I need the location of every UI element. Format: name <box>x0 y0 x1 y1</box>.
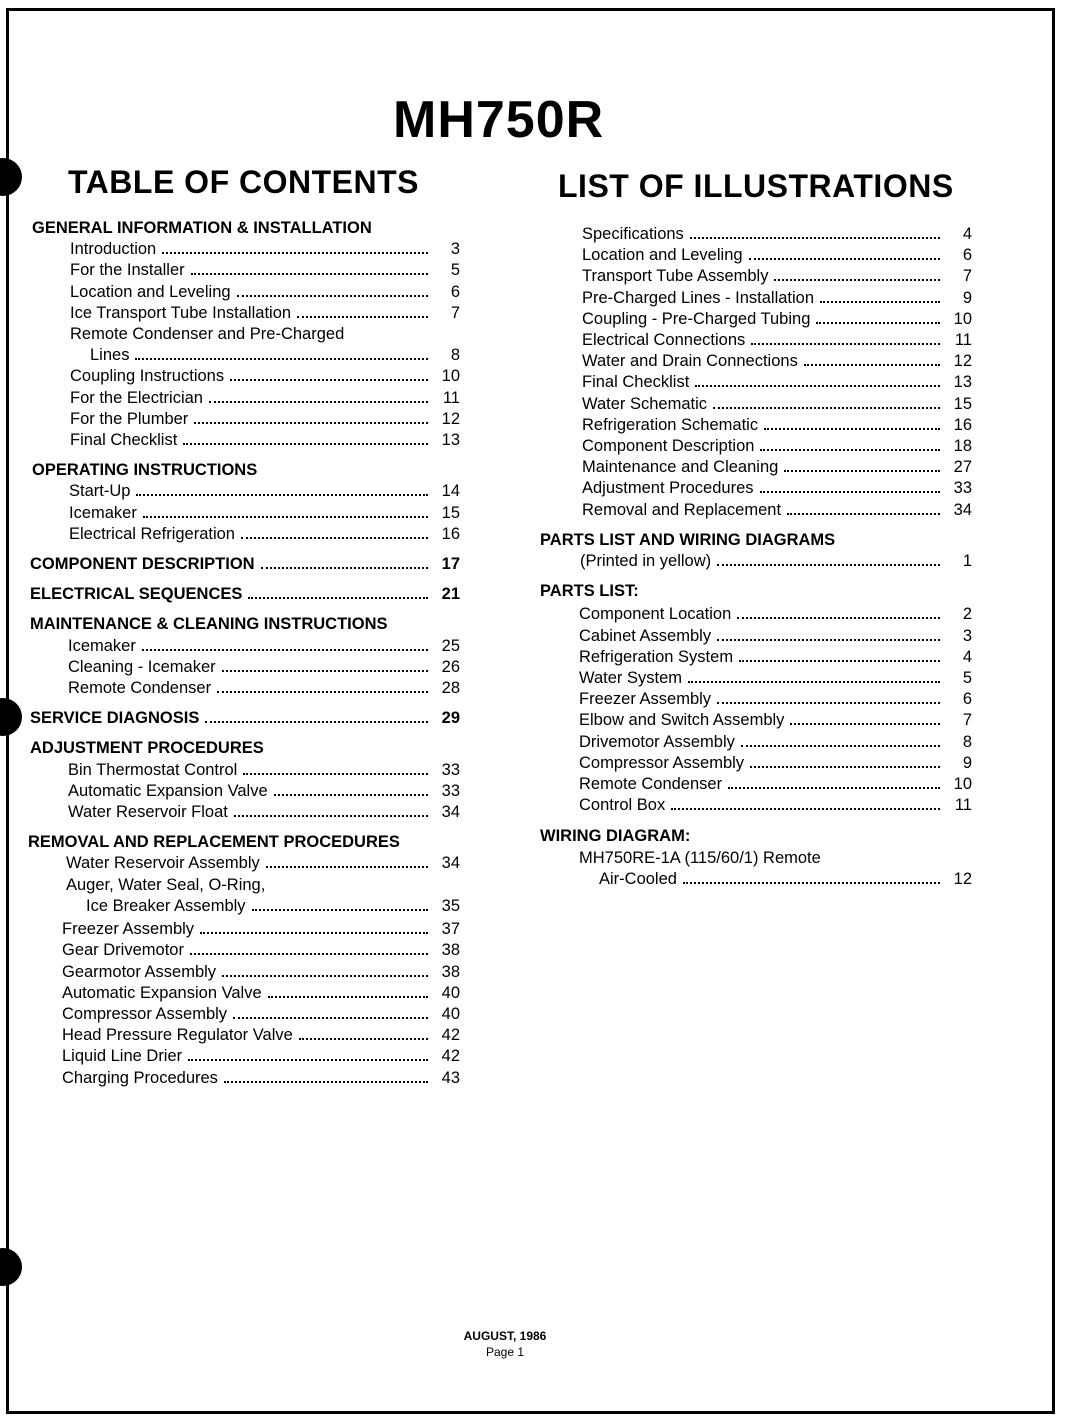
toc-entry[interactable]: Gearmotor Assembly 38 <box>62 962 460 981</box>
section-heading-removal: REMOVAL AND REPLACEMENT PROCEDURES <box>28 833 400 852</box>
loi-entry[interactable]: Final Checklist 13 <box>582 373 972 392</box>
loi-entry[interactable]: Transport Tube Assembly 7 <box>582 267 972 286</box>
loi-entry[interactable]: Control Box 11 <box>579 796 972 815</box>
loi-entry[interactable]: Cabinet Assembly 3 <box>579 626 972 645</box>
toc-entry[interactable]: For the Plumber 12 <box>70 409 460 428</box>
toc-entry[interactable]: Location and Leveling 6 <box>70 282 460 301</box>
section-heading-parts-list: PARTS LIST: <box>540 582 639 601</box>
loi-entry[interactable]: Component Description 18 <box>582 437 972 456</box>
toc-entry-component-description[interactable]: COMPONENT DESCRIPTION 17 <box>30 555 460 574</box>
loi-entry[interactable]: (Printed in yellow) 1 <box>580 552 972 571</box>
loi-entry[interactable]: Pre-Charged Lines - Installation 9 <box>582 288 972 307</box>
toc-entry[interactable]: Head Pressure Regulator Valve 42 <box>62 1026 460 1045</box>
loi-entry[interactable]: Specifications 4 <box>582 225 972 243</box>
section-heading-wiring: WIRING DIAGRAM: <box>540 827 691 846</box>
loi-entry[interactable]: Coupling - Pre-Charged Tubing 10 <box>582 309 972 328</box>
section-heading-adjustment: ADJUSTMENT PROCEDURES <box>30 739 264 758</box>
toc-entry[interactable]: Introduction 3 <box>70 240 460 259</box>
loi-entry[interactable]: Removal and Replacement 34 <box>582 500 972 519</box>
loi-entry[interactable]: Air-Cooled 12 <box>599 869 972 888</box>
toc-entry[interactable]: Water Reservoir Float 34 <box>68 803 460 822</box>
toc-entry[interactable]: Ice Transport Tube Installation 7 <box>70 303 460 322</box>
toc-entry[interactable]: For the Installer 5 <box>70 261 460 280</box>
toc-entry-service-diagnosis[interactable]: SERVICE DIAGNOSIS 29 <box>30 709 460 728</box>
toc-entry[interactable]: Remote Condenser 28 <box>68 679 460 698</box>
toc-entry[interactable]: Lines 8 <box>90 346 460 365</box>
section-heading-maintenance: MAINTENANCE & CLEANING INSTRUCTIONS <box>30 615 388 634</box>
section-heading-operating: OPERATING INSTRUCTIONS <box>32 461 258 480</box>
toc-entry[interactable]: For the Electrician 11 <box>70 388 460 407</box>
toc-entry[interactable]: Automatic Expansion Valve 33 <box>68 781 460 800</box>
loi-entry[interactable]: Refrigeration System 4 <box>579 647 972 666</box>
toc-entry[interactable]: Icemaker 25 <box>68 636 460 655</box>
loi-entry[interactable]: Water Schematic 15 <box>582 394 972 413</box>
toc-entry[interactable]: Water Reservoir Assembly 34 <box>66 854 460 873</box>
toc-entry[interactable]: Gear Drivemotor 38 <box>62 941 460 960</box>
toc-entry[interactable]: Electrical Refrigeration 16 <box>69 524 460 543</box>
loi-heading: LIST OF ILLUSTRATIONS <box>558 168 954 204</box>
loi-entry[interactable]: Drivemotor Assembly 8 <box>579 732 972 751</box>
toc-entry[interactable]: Liquid Line Drier 42 <box>62 1047 460 1066</box>
toc-entry-continued: Auger, Water Seal, O-Ring, <box>66 875 266 894</box>
loi-entry[interactable]: Refrigeration Schematic 16 <box>582 415 972 434</box>
toc-entry[interactable]: Compressor Assembly 40 <box>62 1004 460 1023</box>
toc-entry[interactable]: Coupling Instructions 10 <box>70 367 460 386</box>
loi-entry[interactable]: Elbow and Switch Assembly 7 <box>579 711 972 730</box>
toc-entry[interactable]: Final Checklist 13 <box>70 431 460 450</box>
toc-entry-electrical-sequences[interactable]: ELECTRICAL SEQUENCES 21 <box>30 585 460 604</box>
toc-entry[interactable]: Ice Breaker Assembly 35 <box>86 896 460 915</box>
section-heading-general: GENERAL INFORMATION & INSTALLATION <box>32 219 372 237</box>
footer-date: AUGUST, 1986 <box>463 1329 547 1343</box>
loi-entry[interactable]: Freezer Assembly 6 <box>579 690 972 709</box>
toc-entry-continued: Remote Condenser and Pre-Charged <box>70 325 345 344</box>
toc-entry[interactable]: Cleaning - Icemaker 26 <box>68 657 460 676</box>
footer-page-number: Page 1 <box>485 1345 525 1359</box>
loi-entry[interactable]: Component Location 2 <box>579 605 972 624</box>
wiring-model-line: MH750RE-1A (115/60/1) Remote <box>579 848 821 867</box>
toc-entry[interactable]: Start-Up 14 <box>69 482 460 501</box>
loi-entry[interactable]: Water and Drain Connections 12 <box>582 352 972 371</box>
loi-entry[interactable]: Location and Leveling 6 <box>582 246 972 265</box>
toc-entry[interactable]: Automatic Expansion Valve 40 <box>62 983 460 1002</box>
toc-entry[interactable]: Charging Procedures 43 <box>62 1068 460 1087</box>
toc-entry[interactable]: Icemaker 15 <box>69 503 460 522</box>
toc-entry[interactable]: Bin Thermostat Control 33 <box>68 760 460 779</box>
loi-entry[interactable]: Electrical Connections 11 <box>582 331 972 350</box>
loi-entry[interactable]: Remote Condenser 10 <box>579 775 972 794</box>
toc-list <box>30 218 460 1089</box>
section-heading-parts-wiring: PARTS LIST AND WIRING DIAGRAMS <box>540 530 836 549</box>
loi-entry[interactable]: Water System 5 <box>579 669 972 688</box>
loi-entry[interactable]: Maintenance and Cleaning 27 <box>582 458 972 477</box>
page-footer <box>440 1328 570 1360</box>
loi-entry[interactable]: Compressor Assembly 9 <box>579 753 972 772</box>
loi-entry[interactable]: Adjustment Procedures 33 <box>582 479 972 498</box>
document-title: MH750R <box>393 91 605 149</box>
loi-list <box>540 224 972 890</box>
toc-entry[interactable]: Freezer Assembly 37 <box>62 920 460 939</box>
toc-heading: TABLE OF CONTENTS <box>68 164 419 200</box>
